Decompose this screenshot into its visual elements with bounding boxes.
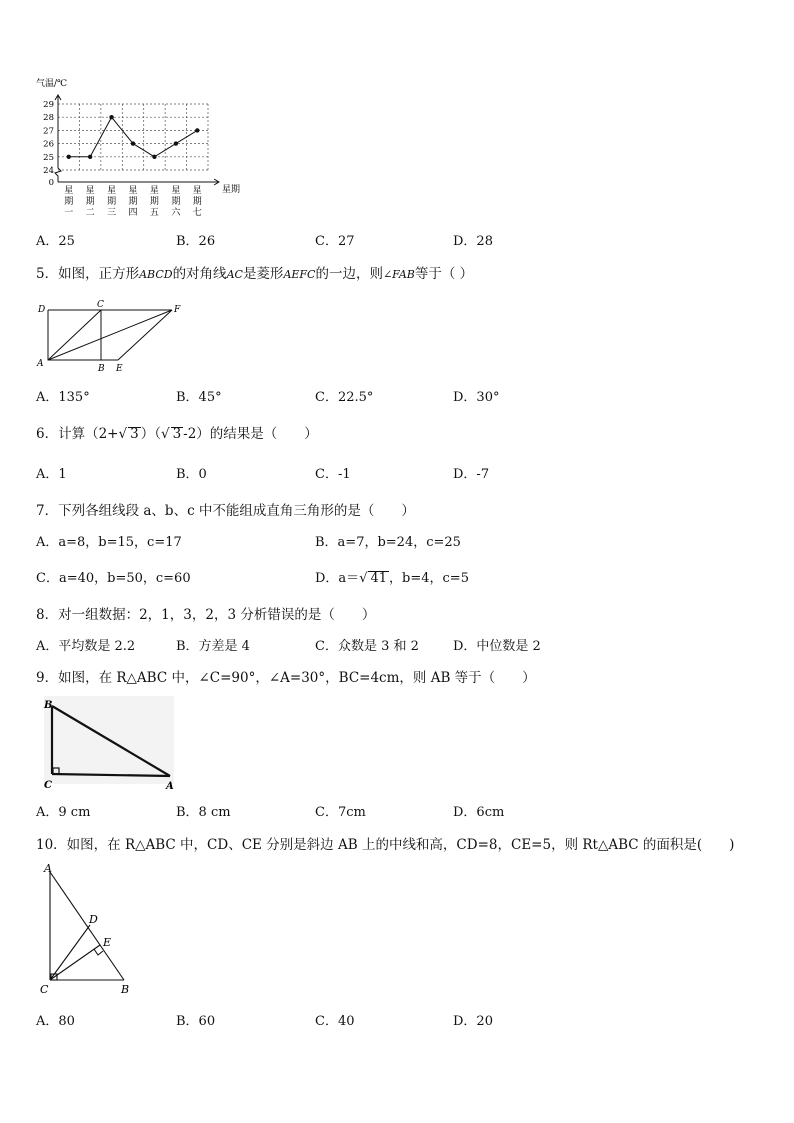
label-a: A bbox=[166, 781, 174, 792]
q10-option-d[interactable]: D．20 bbox=[453, 1014, 493, 1029]
x-tick-label: 期 bbox=[192, 197, 202, 207]
data-point bbox=[195, 128, 199, 132]
q5-option-b[interactable]: B．45° bbox=[176, 390, 222, 405]
q5-text-3: 是菱形 bbox=[242, 266, 284, 282]
x-axis-label: 星期 bbox=[222, 185, 241, 195]
q5-var-rhombus: AEFC bbox=[283, 268, 316, 281]
x-tick-label: 期 bbox=[149, 197, 159, 207]
label-b: B bbox=[98, 364, 105, 374]
q5-var-square: ABCD bbox=[139, 268, 173, 281]
q5-text-5: 等于（ ） bbox=[414, 266, 474, 282]
q7-option-d-radicand: 41 bbox=[370, 571, 388, 586]
x-tick-label: 期 bbox=[107, 197, 117, 207]
label-c: C bbox=[44, 780, 52, 791]
q6-radicand-2: 3 bbox=[172, 426, 182, 442]
q7-option-b[interactable]: B．a=7，b=24，c=25 bbox=[315, 535, 461, 550]
label-e: E bbox=[116, 364, 123, 374]
x-tick-label: 二 bbox=[85, 208, 95, 218]
x-tick-label: 期 bbox=[85, 197, 95, 207]
q9-option-a[interactable]: A．9 cm bbox=[36, 805, 91, 820]
q8-question: 8．对一组数据：2，1，3，2，3 分析错误的是（ ） bbox=[36, 607, 376, 623]
q8-option-d[interactable]: D．中位数是 2 bbox=[453, 639, 541, 654]
q9-option-d[interactable]: D．6cm bbox=[453, 805, 505, 820]
x-tick-label: 星 bbox=[64, 186, 74, 196]
x-tick-label: 星 bbox=[149, 186, 159, 196]
label-b: B bbox=[121, 983, 130, 996]
x-tick-label: 星 bbox=[192, 186, 202, 196]
label-a: A bbox=[37, 359, 44, 369]
data-point bbox=[131, 141, 135, 145]
chart-y-ticks bbox=[43, 100, 54, 188]
y-tick-label: 29 bbox=[43, 100, 54, 110]
q8-option-a[interactable]: A．平均数是 2.2 bbox=[36, 639, 136, 654]
q6-option-a[interactable]: A．1 bbox=[36, 467, 67, 482]
y-tick-label: 26 bbox=[43, 139, 54, 150]
q9-option-b[interactable]: B．8 cm bbox=[176, 805, 231, 820]
q6-text-1: 6．计算（2+ bbox=[36, 426, 119, 442]
data-point bbox=[88, 155, 92, 159]
q4-option-d[interactable]: D．28 bbox=[453, 234, 493, 249]
label-a: A bbox=[44, 862, 52, 875]
x-tick-label: 六 bbox=[171, 208, 181, 218]
label-b: B bbox=[44, 700, 53, 711]
x-tick-label: 三 bbox=[107, 208, 117, 218]
q4-option-b[interactable]: B．26 bbox=[176, 234, 216, 249]
q5-var-diagonal: AC bbox=[226, 268, 243, 281]
label-c: C bbox=[40, 983, 49, 996]
q7-option-d[interactable] bbox=[315, 567, 469, 586]
q7-question: 7．下列各组线段 a、b、c 中不能组成直角三角形的是（ ） bbox=[36, 503, 415, 519]
data-point bbox=[109, 115, 113, 119]
q6-option-c[interactable]: C．-1 bbox=[315, 467, 351, 482]
q7-option-d-prefix: D．a＝ bbox=[315, 571, 360, 586]
q5-question bbox=[36, 262, 473, 282]
q4-option-a[interactable]: A．25 bbox=[36, 234, 75, 249]
q5-option-a[interactable]: A．135° bbox=[36, 390, 90, 405]
q6-option-d[interactable]: D．-7 bbox=[453, 467, 490, 482]
series-line bbox=[69, 117, 198, 157]
y-tick-label: 24 bbox=[43, 166, 54, 176]
y-tick-label: 0 bbox=[48, 178, 54, 188]
x-tick-label: 星 bbox=[85, 186, 95, 196]
q6-question bbox=[36, 422, 318, 442]
x-tick-label: 一 bbox=[64, 208, 74, 218]
x-tick-label: 星 bbox=[171, 186, 181, 196]
q6-text-2: ）（ bbox=[140, 426, 161, 442]
data-point bbox=[152, 155, 156, 159]
q5-text-2: 的对角线 bbox=[172, 266, 227, 282]
q8-option-c[interactable]: C．众数是 3 和 2 bbox=[315, 639, 419, 654]
q6-radicand-1: 3 bbox=[130, 426, 139, 442]
q5-option-c[interactable]: C．22.5° bbox=[315, 390, 374, 405]
sqrt-symbol: √ bbox=[160, 426, 170, 442]
label-d: D bbox=[89, 913, 98, 926]
temperature-line-chart bbox=[34, 74, 254, 222]
label-d: D bbox=[38, 305, 46, 315]
x-tick-label: 期 bbox=[171, 197, 181, 207]
x-tick-label: 期 bbox=[128, 197, 138, 207]
y-tick-label: 28 bbox=[43, 113, 54, 124]
data-point bbox=[67, 155, 71, 159]
x-tick-label: 四 bbox=[128, 208, 138, 218]
q10-figure-triangle bbox=[36, 862, 146, 1000]
q10-question: 10．如图，在 R△ABC 中，CD、CE 分别是斜边 AB 上的中线和高，CD=8，CE=5，则 Rt△ABC 的面积是( ) bbox=[36, 837, 735, 853]
q8-option-b[interactable]: B．方差是 4 bbox=[176, 639, 250, 654]
x-tick-label: 期 bbox=[64, 197, 74, 207]
q6-text-3: -2）的结果是（ ） bbox=[183, 426, 318, 442]
label-e: E bbox=[103, 936, 112, 949]
y-axis-line bbox=[55, 96, 61, 182]
sqrt-symbol: √ bbox=[359, 571, 368, 586]
label-c: C bbox=[97, 300, 104, 310]
q4-option-c[interactable]: C．27 bbox=[315, 234, 355, 249]
q5-var-angle: ∠FAB bbox=[382, 268, 415, 281]
chart-grid bbox=[58, 104, 208, 170]
x-tick-label: 七 bbox=[192, 208, 202, 218]
data-point bbox=[174, 141, 178, 145]
chart-series-line bbox=[67, 115, 200, 159]
q10-option-b[interactable]: B．60 bbox=[176, 1014, 216, 1029]
q5-text-1: 5．如图，正方形 bbox=[36, 266, 140, 282]
x-tick-label: 五 bbox=[149, 208, 159, 218]
y-tick-label: 25 bbox=[43, 152, 54, 163]
sqrt-symbol: √ bbox=[118, 426, 128, 442]
q5-figure-square-rhombus bbox=[34, 298, 194, 376]
q5-option-d[interactable]: D．30° bbox=[453, 390, 500, 405]
label-f: F bbox=[174, 305, 181, 315]
q7-option-a[interactable]: A．a=8，b=15，c=17 bbox=[36, 535, 182, 550]
q10-option-a[interactable]: A．80 bbox=[36, 1014, 75, 1029]
q10-option-c[interactable]: C．40 bbox=[315, 1014, 355, 1029]
chart-x-ticks bbox=[64, 185, 202, 218]
x-tick-label: 星 bbox=[128, 186, 138, 196]
q7-option-c[interactable]: C．a=40，b=50，c=60 bbox=[36, 571, 191, 586]
q7-option-d-suffix: ，b=4，c=5 bbox=[389, 571, 469, 586]
y-tick-label: 27 bbox=[43, 126, 54, 137]
q9-option-c[interactable]: C．7cm bbox=[315, 805, 366, 820]
x-tick-label: 星 bbox=[107, 186, 117, 196]
q9-figure-right-triangle bbox=[38, 694, 180, 792]
q9-question: 9．如图，在 R△ABC 中，∠C=90°，∠A=30°，BC=4cm，则 AB 等于（ ） bbox=[36, 670, 536, 686]
q5-text-4: 的一边，则 bbox=[315, 266, 383, 282]
y-axis-label: 气温/℃ bbox=[36, 79, 68, 89]
q6-option-b[interactable]: B．0 bbox=[176, 467, 207, 482]
